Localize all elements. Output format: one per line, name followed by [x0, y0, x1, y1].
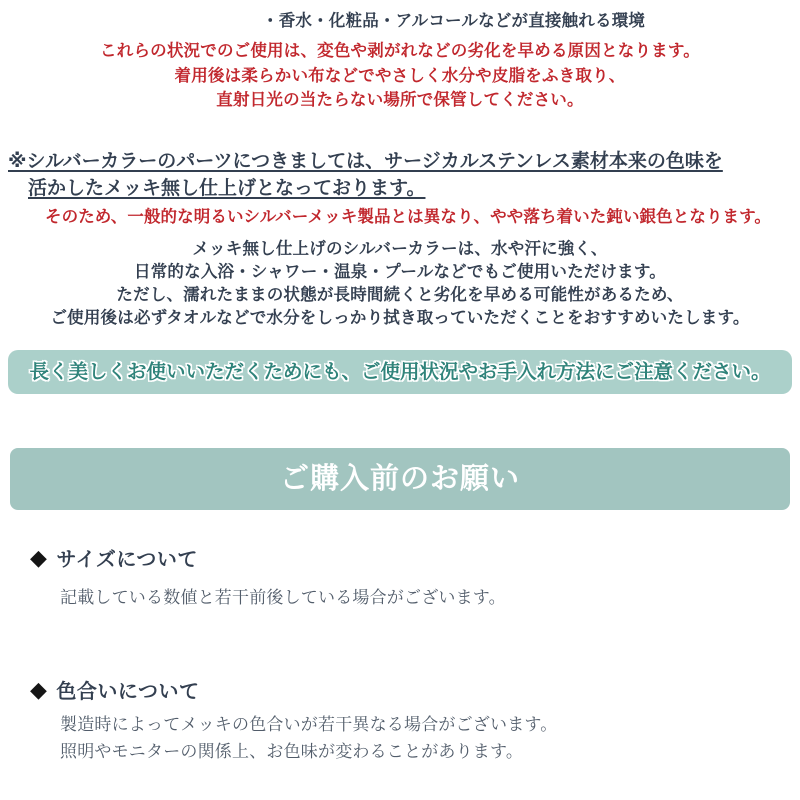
care-warning-line: これらの状況でのご使用は、変色や剥がれなどの劣化を早める原因となります。 [100, 42, 700, 60]
purchase-header-band: ご購入前のお願い [10, 448, 790, 510]
water-resistance-line: 日常的な入浴・シャワー・温泉・プールなどでもご使用いただけます。 [134, 263, 666, 281]
care-warning-line: 着用後は柔らかい布などでやさしく水分や皮脂をふき取り、 [174, 66, 626, 85]
color-heading-label: 色合いについて [56, 681, 200, 703]
water-resistance-block [0, 238, 800, 330]
size-heading-label: サイズについて [56, 549, 198, 571]
silver-note-red-line: そのため、一般的な明るいシルバーメッキ製品とは異なり、やや落ち着いた鈍い銀色となります。 [45, 208, 772, 226]
color-body-line: 製造時によってメッキの色合いが若干異なる場合がございます。 [60, 715, 558, 734]
water-resistance-line: メッキ無し仕上げのシルバーカラーは、水や汗に強く、 [192, 240, 608, 258]
exposure-list-item: ・香水・化粧品・アルコールなどが直接触れる環境 [262, 12, 646, 30]
color-section-heading [30, 675, 200, 704]
color-section-body [60, 711, 557, 765]
care-warning-block [0, 39, 800, 113]
size-section-body: 記載している数値と若干前後している場合がございます。 [60, 588, 506, 607]
silver-note-line: ※シルバーカラーのパーツにつきましては、サージカルステンレス素材本来の色味を [8, 151, 723, 172]
silver-note-line: 活かしたメッキ無し仕上げとなっております。 [28, 178, 426, 199]
care-banner: 長く美しくお使いいただくためにも、ご使用状況やお手入れ方法にご注意ください。 [8, 350, 792, 394]
size-section-heading [30, 543, 198, 572]
care-warning-line: 直射日光の当たらない場所で保管してください。 [216, 91, 584, 109]
water-resistance-line: ただし、濡れたままの状態が長時間続くと劣化を早める可能性があるため、 [116, 286, 684, 304]
water-resistance-line: ご使用後は必ずタオルなどで水分をしっかり拭き取っていただくことをおすすめいたします。 [50, 309, 750, 327]
diamond-icon: ◆ [30, 676, 48, 702]
diamond-icon: ◆ [30, 544, 48, 570]
color-body-line: 照明やモニターの関係上、お色味が変わることがあります。 [60, 742, 524, 761]
